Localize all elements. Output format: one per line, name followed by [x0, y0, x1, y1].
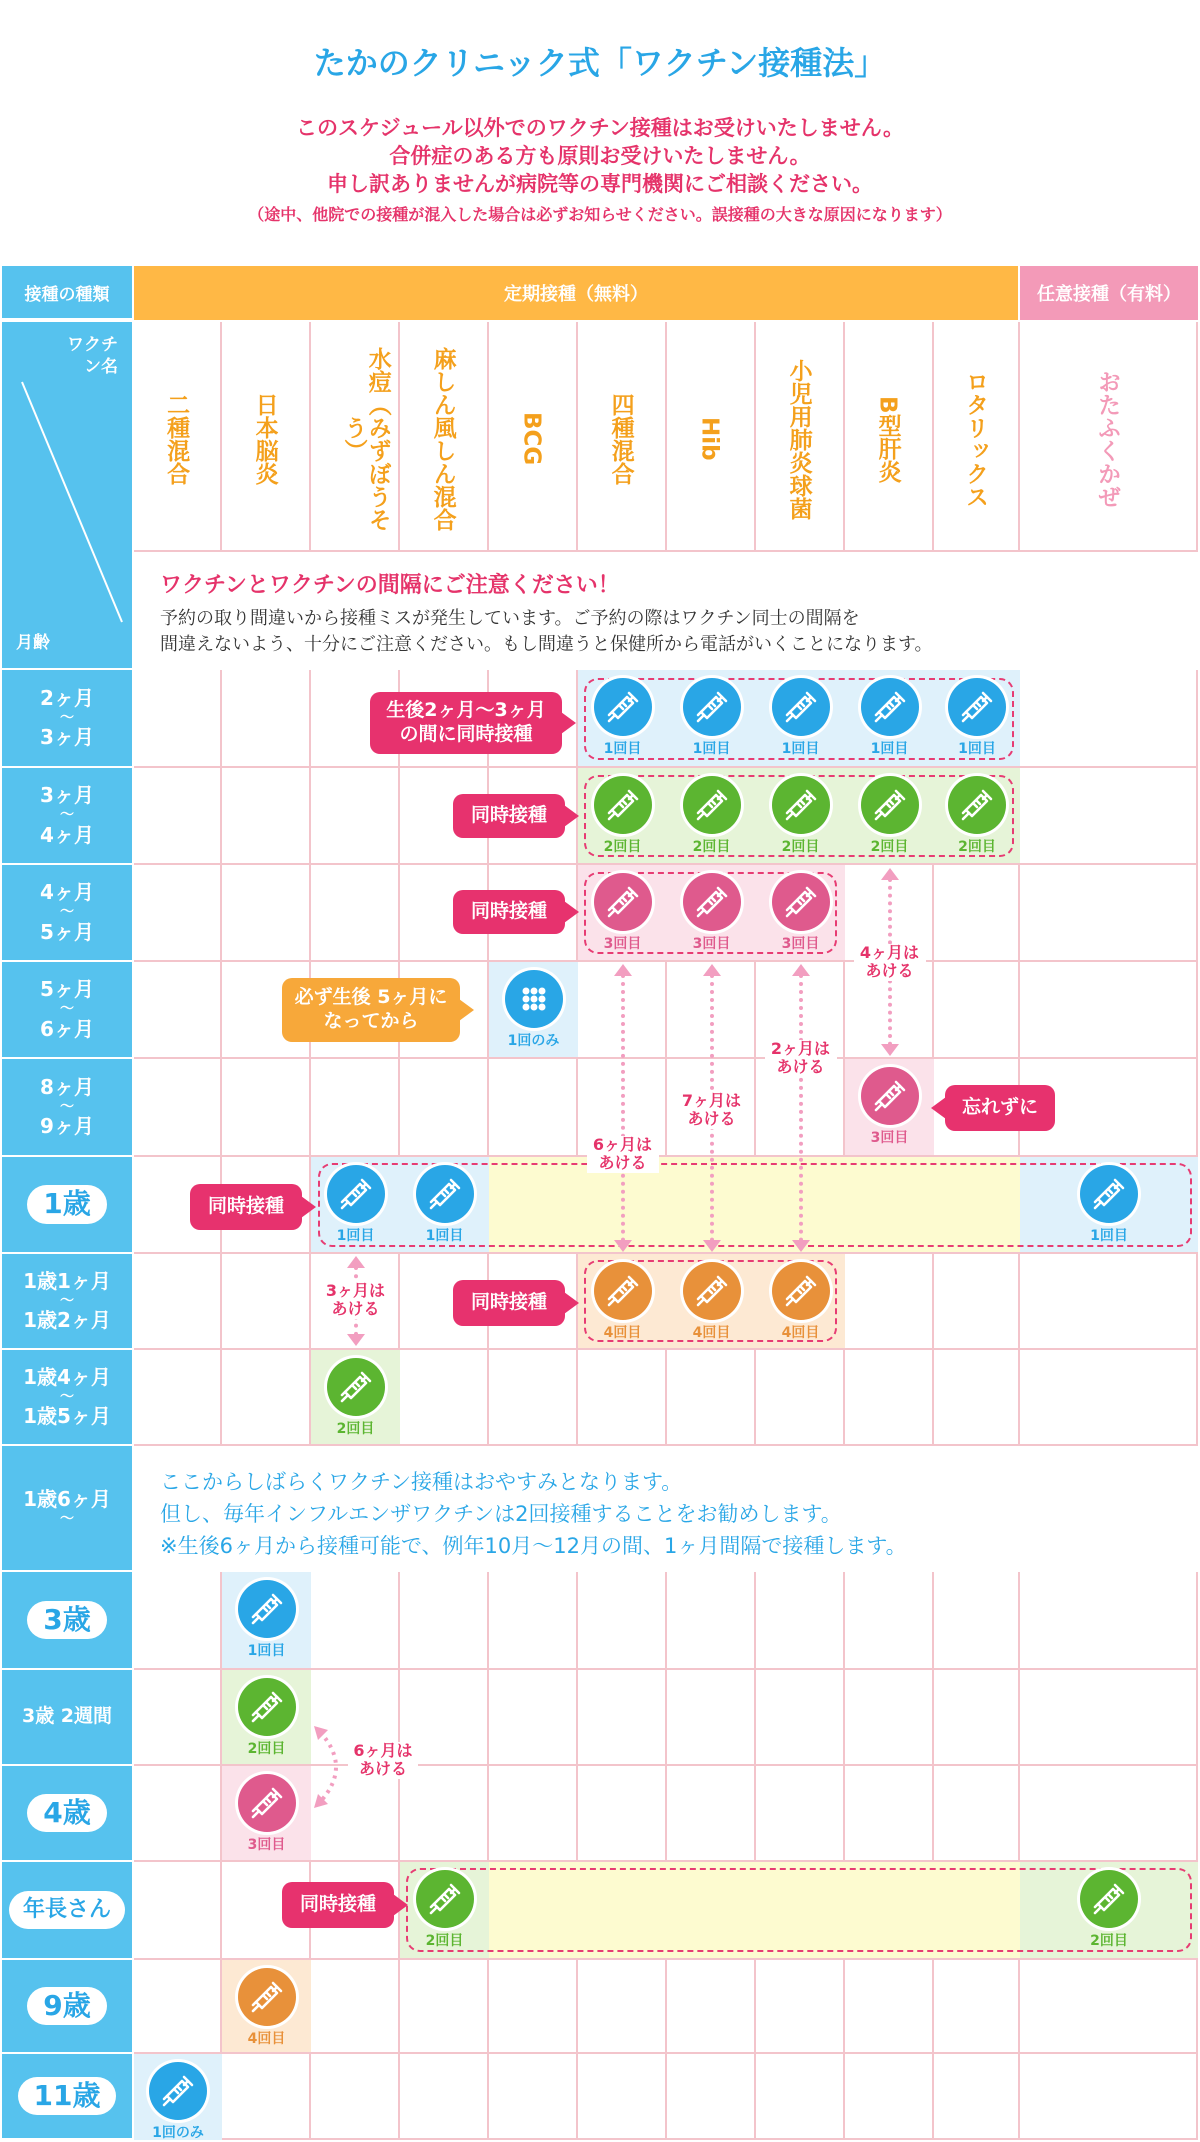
callout-text: の間に同時接種 — [399, 723, 533, 745]
dose-label: 2回目 — [247, 1741, 286, 1757]
corner-header — [2, 322, 132, 670]
grid-cell — [756, 1670, 845, 1766]
syringe-dose — [227, 1768, 307, 1860]
grid-cell — [578, 1766, 667, 1862]
grid-cell — [489, 1572, 578, 1670]
grid-cell — [934, 962, 1020, 1059]
callout-bubble — [453, 794, 565, 838]
age-label-part: 3歳 2週間 — [21, 1705, 113, 1728]
syringe-icon — [772, 678, 830, 736]
syringe-dose — [583, 672, 663, 764]
grid-cell — [134, 1862, 222, 1960]
rest-note-line-3: ※生後6ヶ月から接種可能で、例年10月～12月の間、1ヶ月間隔で接種します。 — [160, 1534, 907, 1558]
interval-label-bottom: あける — [776, 1057, 825, 1077]
grid-cell — [578, 1670, 667, 1766]
vaccine-name-2: 水痘（みずぼうそう） — [340, 347, 391, 531]
syringe-dose — [672, 770, 752, 862]
age-row-label — [2, 1766, 132, 1862]
syringe-dose — [583, 867, 663, 959]
age-label-part: 4ヶ月 — [40, 822, 94, 847]
callout-bubble — [453, 890, 565, 934]
arrow-up-icon — [703, 964, 721, 976]
interval-label-top: 6ヶ月は — [592, 1135, 653, 1154]
callout-bubble — [282, 978, 460, 1042]
arrow-down-icon — [347, 1334, 365, 1346]
dose-label: 1回目 — [425, 1228, 464, 1244]
age-row-label — [2, 1446, 132, 1572]
grid-cell — [934, 1572, 1020, 1670]
interval-label-top: 3ヶ月は — [325, 1281, 386, 1300]
dose-label: 2回目 — [336, 1421, 375, 1437]
grid-cell — [934, 1350, 1020, 1446]
grid-cell — [1020, 2054, 1198, 2140]
notice-line-3: 申し訳ありませんが病院等の専門機関にご相談ください。 — [327, 172, 873, 196]
grid-cell — [134, 962, 222, 1059]
grid-cell — [667, 1766, 756, 1862]
age-label-part: ～ — [60, 709, 74, 726]
age-row-label — [2, 962, 132, 1059]
grid-cell — [756, 1350, 845, 1446]
syringe-dose — [672, 1256, 752, 1348]
syringe-icon — [861, 678, 919, 736]
dose-label: 1回目 — [692, 741, 731, 757]
grid-cell — [134, 768, 222, 865]
callout-text: なってから — [323, 1010, 419, 1032]
arrow-up-icon — [792, 964, 810, 976]
grid-cell — [934, 2054, 1020, 2140]
grid-cell — [1020, 1766, 1198, 1862]
vaccine-name-5: 四種混合 — [607, 393, 634, 485]
dose-label: 2回目 — [781, 839, 820, 855]
age-pill: 3歳 — [27, 1601, 106, 1639]
vaccine-name-0: 二種混合 — [163, 393, 190, 485]
grid-cell — [134, 1572, 222, 1670]
grid-cell — [400, 1766, 489, 1862]
age-row-label — [2, 1670, 132, 1766]
grid-cell — [578, 1350, 667, 1446]
syringe-icon — [238, 1774, 296, 1832]
syringe-icon — [772, 1262, 830, 1320]
age-pill: 9歳 — [27, 1987, 106, 2025]
vaccine-name-10: おたふくかぜ — [1094, 370, 1121, 508]
grid-cell — [311, 1572, 400, 1670]
grid-cell — [489, 1350, 578, 1446]
interval-label-top: 4ヶ月は — [859, 943, 920, 962]
grid-cell — [845, 1766, 934, 1862]
age-label-part: 2ヶ月 — [40, 685, 94, 710]
age-label-part: 3ヶ月 — [40, 783, 94, 808]
callout-text: 同時接種 — [299, 1893, 376, 1916]
age-label-part: 3ヶ月 — [40, 725, 94, 750]
syringe-dose — [850, 1061, 930, 1153]
syringe-dose — [316, 1352, 396, 1444]
grid-cell — [1020, 1350, 1198, 1446]
age-label-part: ～ — [60, 807, 74, 824]
age-pill: 1歳 — [27, 1185, 106, 1223]
grid-cell — [756, 1766, 845, 1862]
syringe-dose — [316, 1159, 396, 1251]
vaccine-name-6: Hib — [696, 417, 723, 461]
grid-cell — [667, 1572, 756, 1670]
rest-note-line-1: ここからしばらくワクチン接種はおやすみとなります。 — [160, 1470, 683, 1494]
vaccine-name-1: 日本脳炎 — [251, 393, 278, 485]
age-row-label — [2, 2054, 132, 2140]
notice-line-1: このスケジュール以外でのワクチン接種はお受けいたしません。 — [296, 116, 904, 140]
grid-cell — [934, 865, 1020, 962]
age-label-part: 1歳6ヶ月 — [23, 1487, 111, 1512]
grid-cell — [489, 1766, 578, 1862]
syringe-dose — [850, 672, 930, 764]
interval-label-top: 2ヶ月は — [770, 1039, 831, 1058]
grid-cell — [222, 1254, 311, 1350]
grid-cell — [400, 2054, 489, 2140]
syringe-icon — [327, 1165, 385, 1223]
age-label-part: ～ — [60, 1511, 74, 1528]
callout-bubble — [945, 1085, 1055, 1131]
callout-text: 同時接種 — [207, 1195, 284, 1218]
dose-label: 3回目 — [603, 936, 642, 952]
syringe-icon — [416, 1165, 474, 1223]
age-label-part: 6ヶ月 — [40, 1016, 94, 1041]
grid-cell — [134, 1960, 222, 2054]
grid-cell — [222, 865, 311, 962]
grid-cell — [489, 1059, 578, 1157]
vaccine-name-8: B型肝炎 — [874, 395, 901, 483]
grid-cell — [311, 768, 400, 865]
interval-label — [854, 944, 926, 981]
grid-cell — [756, 2054, 845, 2140]
notice-line-2: 合併症のある方も原則お受けいたしません。 — [389, 144, 811, 168]
vaccine-name-label: ワクチン名 — [67, 335, 118, 378]
grid-cell — [578, 1960, 667, 2054]
syringe-icon — [238, 1678, 296, 1736]
notice-line-4: （途中、他院での接種が混入した場合は必ずお知らせください。誤接種の大きな原因になります） — [248, 205, 952, 224]
interval-label-bottom: あける — [865, 961, 914, 981]
dose-label: 4回目 — [781, 1325, 820, 1341]
grid-cell — [134, 1350, 222, 1446]
grid-cell — [934, 1960, 1020, 2054]
syringe-icon — [594, 678, 652, 736]
grid-cell — [400, 1059, 489, 1157]
age-label-part: 4ヶ月 — [40, 880, 94, 905]
rest-note-line-2: 但し、毎年インフルエンザワクチンは2回接種することをお勧めします。 — [160, 1502, 842, 1526]
age-label: 月齢 — [16, 633, 50, 653]
grid-cell — [400, 1572, 489, 1670]
dose-label: 3回目 — [870, 1130, 909, 1146]
syringe-dose — [761, 770, 841, 862]
dose-label: 1回目 — [247, 1643, 286, 1659]
grid-cell — [845, 1960, 934, 2054]
age-label-part: 5ヶ月 — [40, 919, 94, 944]
dose-label: 1回目 — [336, 1228, 375, 1244]
age-row-label — [2, 1862, 132, 1960]
dose-label: 4回目 — [692, 1325, 731, 1341]
age-label-part: 1歳1ヶ月 — [23, 1268, 111, 1293]
grid-cell — [489, 1960, 578, 2054]
age-label-part: 9ヶ月 — [40, 1114, 94, 1139]
dose-label: 4回目 — [603, 1325, 642, 1341]
syringe-dose — [227, 1962, 307, 2054]
stamp-icon — [505, 970, 563, 1028]
age-row-label — [2, 1572, 132, 1670]
grid-cell — [667, 1350, 756, 1446]
dose-label: 1回のみ — [152, 2125, 204, 2141]
grid-cell — [311, 865, 400, 962]
arrow-down-icon — [792, 1240, 810, 1252]
grid-cell — [134, 1670, 222, 1766]
age-label-part: 8ヶ月 — [40, 1074, 94, 1099]
dose-label: 1回目 — [781, 741, 820, 757]
age-row-label — [2, 865, 132, 962]
grid-cell — [845, 1572, 934, 1670]
syringe-icon — [772, 776, 830, 834]
syringe-icon — [683, 1262, 741, 1320]
grid-cell — [578, 1572, 667, 1670]
age-row-label — [2, 670, 132, 768]
dose-label: 1回目 — [958, 741, 996, 757]
interval-label-bottom: あける — [598, 1153, 647, 1173]
dose-label: 2回目 — [870, 839, 909, 855]
dose-label: 2回目 — [1090, 1933, 1128, 1949]
callout-text: 同時接種 — [470, 900, 547, 923]
grid-cell — [845, 1254, 934, 1350]
grid-cell — [934, 1766, 1020, 1862]
dose-label: 1回目 — [603, 741, 642, 757]
age-row-label — [2, 768, 132, 865]
callout-text: 忘れずに — [961, 1096, 1038, 1119]
age-row-label — [2, 1350, 132, 1446]
arrow-up-icon — [614, 964, 632, 976]
interval-note-title: ワクチンとワクチンの間隔にご注意ください！ — [160, 573, 620, 598]
syringe-dose — [405, 1864, 485, 1956]
grid-cell — [489, 2054, 578, 2140]
interval-label — [587, 1136, 659, 1173]
syringe-dose — [850, 770, 930, 862]
grid-cell — [667, 2054, 756, 2140]
age-row-label — [2, 1960, 132, 2054]
page-title: たかのクリニック式「ワクチン接種法」 — [313, 44, 887, 82]
interval-arrow-line — [799, 974, 803, 1242]
dose-label: 2回目 — [603, 839, 642, 855]
grid-cell — [134, 1766, 222, 1862]
callout-bubble — [370, 692, 562, 754]
dose-label: 2回目 — [425, 1933, 464, 1949]
grid-cell — [222, 2054, 311, 2140]
grid-cell — [311, 1960, 400, 2054]
age-label-part: 5ヶ月 — [40, 977, 94, 1002]
syringe-dose — [1069, 1159, 1149, 1251]
syringe-dose — [937, 672, 1017, 764]
dose-label: 1回目 — [1090, 1228, 1128, 1244]
syringe-dose — [227, 1672, 307, 1764]
callout-bubble — [282, 1882, 394, 1928]
grid-cell — [756, 1572, 845, 1670]
syringe-dose — [405, 1159, 485, 1251]
grid-cell — [845, 2054, 934, 2140]
grid-cell — [1020, 768, 1198, 865]
arrow-down-icon — [614, 1240, 632, 1252]
grid-cell — [934, 1670, 1020, 1766]
syringe-icon — [416, 1870, 474, 1928]
age-label-part: 1歳4ヶ月 — [23, 1364, 111, 1389]
syringe-icon — [772, 873, 830, 931]
callout-text: 必ず生後 5ヶ月に — [294, 986, 448, 1009]
dose-label: 3回目 — [692, 936, 731, 952]
syringe-dose — [138, 2056, 218, 2142]
syringe-icon — [594, 1262, 652, 1320]
grid-cell — [311, 2054, 400, 2140]
grid-cell — [667, 1670, 756, 1766]
syringe-icon — [861, 1067, 919, 1125]
type-header: 接種の種類 — [2, 266, 132, 320]
syringe-dose — [761, 1256, 841, 1348]
routine-header: 定期接種（無料） — [134, 266, 1018, 320]
callout-bubble — [190, 1184, 302, 1230]
callout-bubble — [453, 1280, 565, 1326]
interval-note-line-1: 予約の取り間違いから接種ミスが発生しています。ご予約の際はワクチン同士の間隔を — [160, 608, 860, 629]
interval-label-top: 7ヶ月は — [681, 1091, 742, 1110]
arrow-up-icon — [347, 1256, 365, 1268]
optional-header: 任意接種（有料） — [1020, 266, 1198, 320]
syringe-dose — [583, 770, 663, 862]
syringe-icon — [683, 873, 741, 931]
grid-cell — [222, 768, 311, 865]
interval-label — [348, 1742, 418, 1779]
grid-cell — [134, 865, 222, 962]
grid-cell — [667, 1960, 756, 2054]
grid-cell — [1020, 962, 1198, 1059]
syringe-icon — [948, 678, 1006, 736]
vaccine-name-4: BCG — [518, 412, 545, 466]
bcg-dose — [494, 964, 574, 1056]
dose-label: 1回目 — [870, 741, 909, 757]
callout-text: 同時接種 — [470, 1291, 547, 1314]
interval-label-bottom: あける — [331, 1299, 380, 1319]
syringe-dose — [937, 770, 1017, 862]
grid-cell — [400, 1960, 489, 2054]
interval-label — [676, 1092, 748, 1129]
syringe-icon — [327, 1358, 385, 1416]
age-row-label — [2, 1059, 132, 1157]
interval-label-top: 6ヶ月は — [353, 1741, 413, 1760]
vaccine-name-3: 麻しん風しん混合 — [429, 347, 456, 531]
grid-cell — [1020, 865, 1198, 962]
dose-label: 3回目 — [781, 936, 820, 952]
grid-cell — [1020, 1572, 1198, 1670]
age-label-part: 1歳2ヶ月 — [23, 1308, 111, 1333]
age-label-part: ～ — [60, 1388, 74, 1405]
age-label-part: ～ — [60, 1001, 74, 1018]
interval-note-line-2: 間違えないよう、十分にご注意ください。もし間違うと保健所から電話がいくことになります。 — [160, 634, 933, 655]
dose-label: 2回目 — [692, 839, 731, 855]
dose-label: 3回目 — [247, 1837, 286, 1853]
age-label-part: 1歳5ヶ月 — [23, 1404, 111, 1429]
callout-text: 同時接種 — [470, 804, 547, 827]
grid-cell — [845, 1350, 934, 1446]
rest-note — [134, 1446, 1198, 1572]
interval-label — [320, 1282, 392, 1319]
callout-text: 生後2ヶ月～3ヶ月 — [386, 699, 546, 722]
syringe-icon — [238, 1580, 296, 1638]
syringe-dose — [672, 867, 752, 959]
grid-cell — [756, 1960, 845, 2054]
grid-cell — [134, 1059, 222, 1157]
syringe-icon — [149, 2062, 207, 2120]
grid-cell — [222, 1059, 311, 1157]
syringe-dose — [761, 672, 841, 764]
interval-label-bottom: あける — [358, 1759, 407, 1779]
syringe-dose — [761, 867, 841, 959]
grid-cell — [845, 1670, 934, 1766]
age-pill: 年長さん — [9, 1891, 125, 1928]
grid-cell — [222, 1350, 311, 1446]
syringe-icon — [1080, 1165, 1138, 1223]
syringe-dose — [1069, 1864, 1149, 1956]
grid-cell — [578, 2054, 667, 2140]
grid-cell — [1020, 1254, 1198, 1350]
age-label-part: ～ — [60, 1292, 74, 1309]
interval-note — [134, 552, 1198, 670]
interval-label-bottom: あける — [687, 1109, 736, 1129]
arrow-down-icon — [703, 1240, 721, 1252]
syringe-dose — [227, 1574, 307, 1666]
syringe-icon — [594, 873, 652, 931]
grid-cell — [1020, 670, 1198, 768]
arrow-down-icon — [881, 1044, 899, 1056]
age-pill: 4歳 — [27, 1794, 106, 1832]
syringe-icon — [683, 776, 741, 834]
syringe-dose — [672, 672, 752, 764]
dose-label: 4回目 — [247, 2031, 286, 2047]
syringe-icon — [594, 776, 652, 834]
vaccine-name-9: ロタリックス — [962, 370, 989, 508]
syringe-icon — [238, 1968, 296, 2026]
grid-cell — [489, 1670, 578, 1766]
age-row-label — [2, 1254, 132, 1350]
grid-cell — [222, 670, 311, 768]
age-label-part: ～ — [60, 904, 74, 921]
dose-label: 2回目 — [958, 839, 996, 855]
interval-arrow-line — [621, 974, 625, 1242]
dose-label: 1回のみ — [507, 1033, 560, 1049]
age-row-label — [2, 1157, 132, 1254]
grid-cell — [134, 1254, 222, 1350]
grid-cell — [934, 1254, 1020, 1350]
grid-cell — [1020, 1960, 1198, 2054]
syringe-icon — [861, 776, 919, 834]
interval-label — [765, 1040, 837, 1077]
age-label-part: ～ — [60, 1098, 74, 1115]
grid-cell — [400, 1350, 489, 1446]
arrow-up-icon — [881, 868, 899, 880]
syringe-icon — [948, 776, 1006, 834]
grid-cell — [134, 670, 222, 768]
vaccine-name-7: 小児用肺炎球菌 — [785, 358, 812, 520]
grid-cell — [311, 1059, 400, 1157]
syringe-icon — [1080, 1870, 1138, 1928]
grid-cell — [1020, 1670, 1198, 1766]
syringe-dose — [583, 1256, 663, 1348]
age-pill: 11歳 — [18, 2077, 117, 2115]
syringe-icon — [683, 678, 741, 736]
